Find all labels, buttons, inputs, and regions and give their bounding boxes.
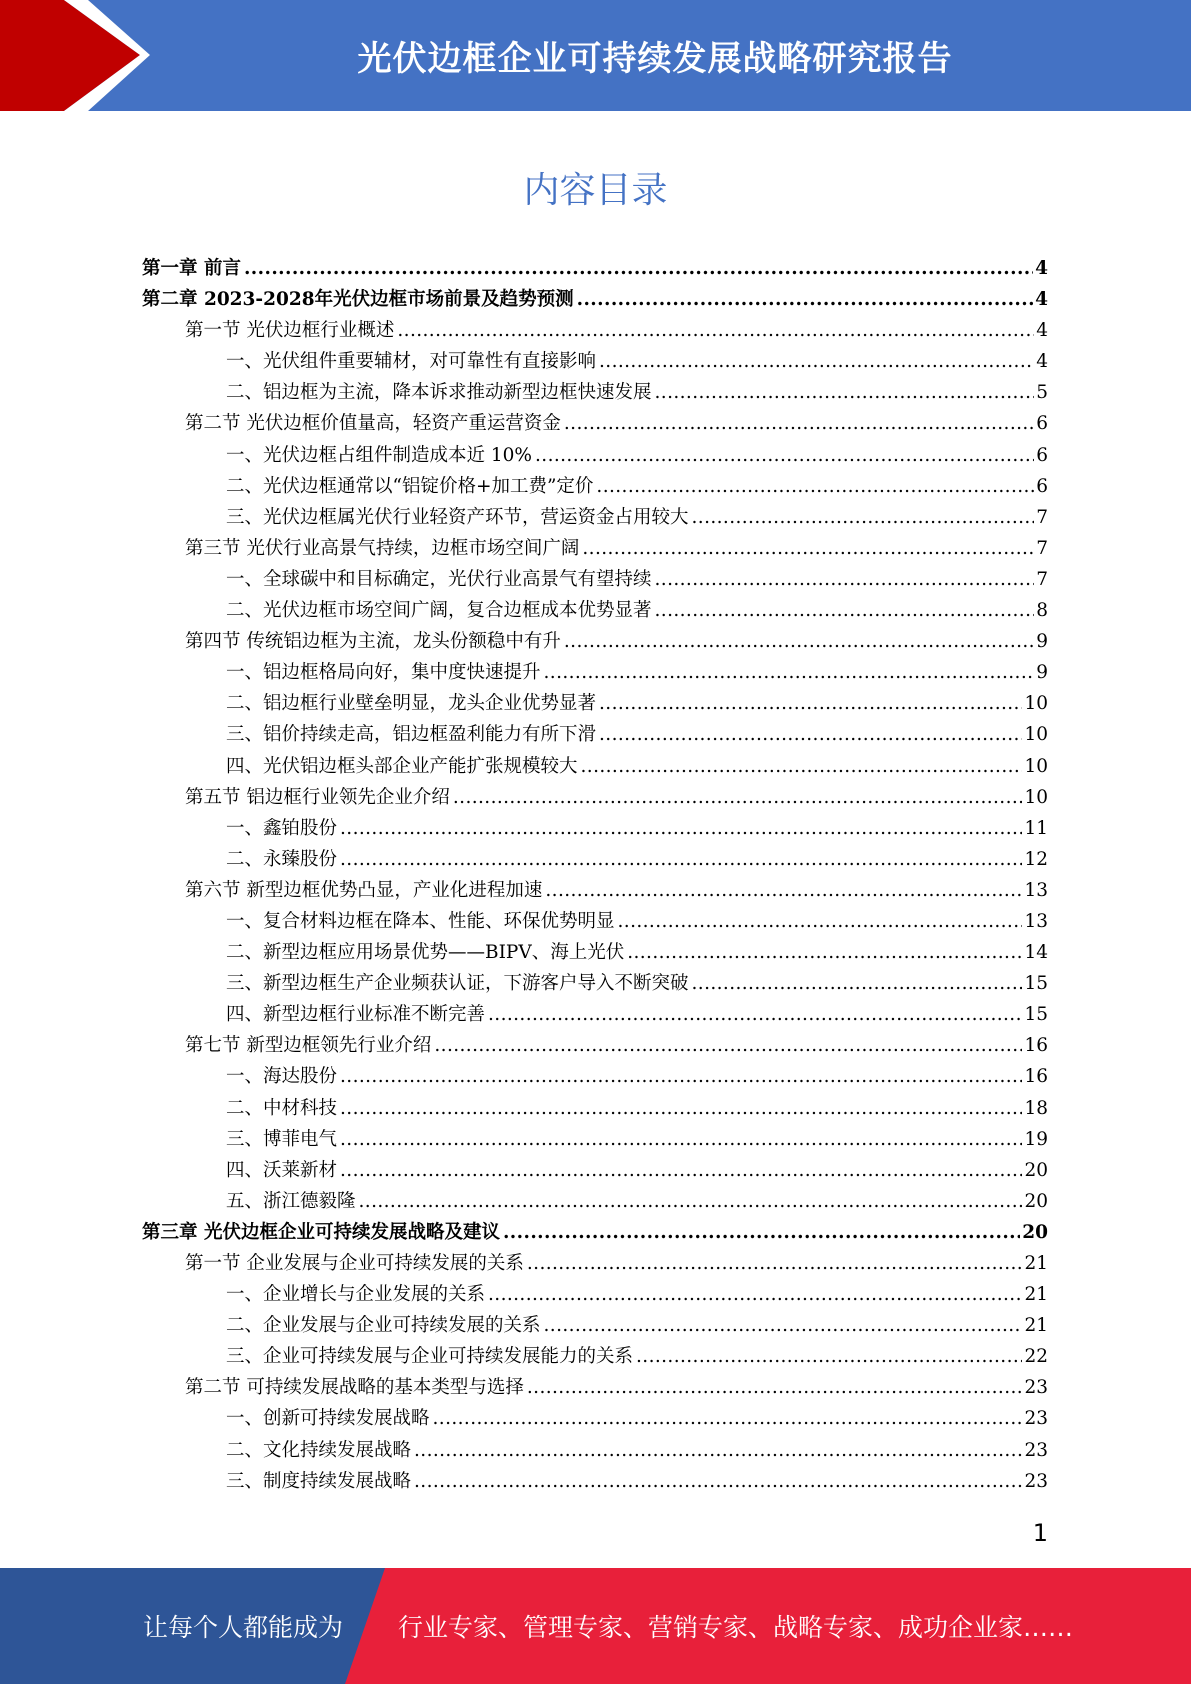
page-number: 1: [1032, 1519, 1048, 1547]
page-header: [0, 0, 1191, 111]
toc-subsection-entry[interactable]: [142, 377, 1048, 408]
toc-subsection-entry[interactable]: [142, 968, 1048, 999]
toc-dot-leader: [453, 782, 1023, 813]
toc-entry-page: 13: [1024, 879, 1048, 901]
toc-dot-leader: [596, 471, 1034, 502]
toc-entry-page: 23: [1024, 1408, 1048, 1430]
toc-entry-page: 21: [1024, 1315, 1048, 1337]
toc-entry-page: 10: [1024, 724, 1048, 746]
footer-slogan-right: 行业专家、管理专家、营销专家、战略专家、成功企业家……: [398, 1613, 1074, 1642]
toc-entry-page: 21: [1024, 1253, 1048, 1274]
toc-entry-label: 四、沃莱新材: [226, 1159, 338, 1181]
toc-entry-page: 10: [1024, 755, 1048, 777]
toc-subsection-entry[interactable]: [142, 719, 1048, 750]
toc-dot-leader: [582, 533, 1034, 564]
page-footer: [0, 1568, 1191, 1684]
toc-dot-leader: [655, 377, 1035, 408]
toc-entry-label: 三、铝价持续走高，铝边框盈利能力有所下滑: [226, 724, 597, 746]
toc-entry-label: 一、复合材料边框在降本、性能、环保优势明显: [226, 910, 615, 932]
toc-entry-label: 第四节 传统铝边框为主流，龙头份额稳中有升: [185, 631, 561, 653]
toc-subsection-entry[interactable]: [142, 1310, 1048, 1341]
toc-entry-page: 20: [1024, 1159, 1048, 1181]
toc-dot-leader: [564, 626, 1034, 657]
toc-entry-label: 三、博菲电气: [226, 1128, 338, 1150]
toc-dot-leader: [599, 346, 1034, 377]
toc-subsection-entry[interactable]: [142, 1403, 1048, 1434]
toc-entry-page: 22: [1024, 1346, 1048, 1368]
toc-entry-label: 四、光伏铝边框头部企业产能扩张规模较大: [226, 755, 578, 777]
toc-entry-label: 三、制度持续发展战略: [226, 1470, 412, 1492]
toc-dot-leader: [564, 408, 1034, 439]
toc-subsection-entry[interactable]: [142, 564, 1048, 595]
toc-entry-label: 第六节 新型边框优势凸显，产业化进程加速: [185, 879, 543, 901]
toc-entry-label: 第二节 可持续发展战略的基本类型与选择: [185, 1377, 524, 1399]
toc-section-entry[interactable]: [142, 1372, 1048, 1403]
toc-dot-leader: [545, 875, 1022, 906]
toc-entry-label: 三、企业可持续发展与企业可持续发展能力的关系: [226, 1346, 634, 1368]
toc-entry-label: 第二节 光伏边框价值量高，轻资产重运营资金: [185, 413, 561, 435]
toc-entry-label: 二、铝边框行业壁垒明显，龙头企业优势显著: [226, 693, 597, 715]
toc-subsection-entry[interactable]: [142, 1435, 1048, 1466]
toc-entry-page: 15: [1024, 1004, 1048, 1026]
toc-entry-label: 一、光伏边框占组件制造成本近 10%: [226, 444, 533, 466]
toc-entry-page: 10: [1024, 786, 1048, 808]
toc-subsection-entry[interactable]: [142, 346, 1048, 377]
toc-entry-label: 第三节 光伏行业高景气持续，边框市场空间广阔: [185, 537, 580, 559]
toc-dot-leader: [627, 937, 1022, 968]
toc-dot-leader: [636, 1341, 1022, 1372]
toc-dot-leader: [340, 1061, 1022, 1092]
toc-entry-page: 7: [1036, 568, 1048, 590]
toc-subsection-entry[interactable]: [142, 440, 1048, 471]
toc-entry-page: 7: [1036, 537, 1048, 559]
toc-entry-page: 16: [1024, 1035, 1048, 1057]
toc-dot-leader: [340, 844, 1022, 875]
toc-entry-page: 21: [1024, 1284, 1048, 1306]
toc-subsection-entry[interactable]: [142, 502, 1048, 533]
toc-subsection-entry[interactable]: [142, 688, 1048, 719]
toc-section-entry[interactable]: [142, 875, 1048, 906]
toc-subsection-entry[interactable]: [142, 1279, 1048, 1310]
toc-entry-label: 二、铝边框为主流，降本诉求推动新型边框快速发展: [226, 382, 652, 404]
toc-entry-label: 第一章 前言: [142, 258, 241, 279]
toc-chapter-entry[interactable]: [142, 1217, 1048, 1248]
toc-dot-leader: [692, 502, 1035, 533]
toc-subsection-entry[interactable]: [142, 937, 1048, 968]
toc-entry-label: 四、新型边框行业标准不断完善: [226, 1004, 486, 1026]
toc-dot-leader: [397, 315, 1034, 346]
toc-subsection-entry[interactable]: [142, 999, 1048, 1030]
toc-entry-label: 一、鑫铂股份: [226, 817, 338, 839]
toc-entry-label: 第一节 企业发展与企业可持续发展的关系: [185, 1253, 524, 1274]
toc-entry-page: 4: [1036, 351, 1048, 373]
toc-entry-page: 19: [1024, 1128, 1048, 1150]
toc-entry-page: 16: [1024, 1066, 1048, 1088]
toc-dot-leader: [414, 1466, 1022, 1497]
toc-dot-leader: [527, 1372, 1023, 1403]
toc-heading: 内容目录: [523, 170, 668, 211]
toc-entry-page: 9: [1036, 662, 1048, 684]
toc-dot-leader: [244, 253, 1033, 284]
toc-entry-label: 一、创新可持续发展战略: [226, 1408, 430, 1430]
toc-entry-label: 二、光伏边框市场空间广阔，复合边框成本优势显著: [226, 600, 652, 622]
toc-entry-label: 二、文化持续发展战略: [226, 1439, 412, 1461]
toc-entry-page: 5: [1036, 382, 1048, 404]
toc-dot-leader: [535, 440, 1034, 471]
toc-subsection-entry[interactable]: [142, 844, 1048, 875]
toc-dot-leader: [340, 813, 1022, 844]
toc-entry-page: 13: [1024, 910, 1048, 932]
toc-dot-leader: [655, 595, 1035, 626]
report-title: 光伏边框企业可持续发展战略研究报告: [357, 39, 953, 79]
toc-section-entry[interactable]: [142, 533, 1048, 564]
toc-dot-leader: [544, 1310, 1023, 1341]
toc-dot-leader: [599, 719, 1022, 750]
toc-dot-leader: [599, 688, 1022, 719]
toc-dot-leader: [544, 657, 1035, 688]
toc-entry-label: 一、光伏组件重要辅材，对可靠性有直接影响: [226, 351, 597, 373]
toc-entry-page: 12: [1024, 848, 1048, 870]
toc-entry-page: 6: [1036, 444, 1048, 466]
toc-entry-label: 三、新型边框生产企业频获认证，下游客户导入不断突破: [226, 973, 689, 995]
toc-entry-label: 三、光伏边框属光伏行业轻资产环节，营运资金占用较大: [226, 506, 689, 528]
toc-subsection-entry[interactable]: [142, 1466, 1048, 1497]
toc-entry-label: 一、全球碳中和目标确定，光伏行业高景气有望持续: [226, 568, 652, 590]
toc-entry-page: 8: [1036, 600, 1048, 622]
toc-subsection-entry[interactable]: [142, 1186, 1048, 1217]
toc-dot-leader: [577, 284, 1034, 315]
toc-dot-leader: [488, 1279, 1022, 1310]
toc-subsection-entry[interactable]: [142, 813, 1048, 844]
toc-dot-leader: [527, 1248, 1023, 1279]
toc-dot-leader: [655, 564, 1035, 595]
toc-entry-label: 一、海达股份: [226, 1066, 338, 1088]
toc-entry-label: 第七节 新型边框领先行业介绍: [185, 1035, 432, 1057]
toc-entry-page: 23: [1024, 1470, 1048, 1492]
toc-entry-label: 五、浙江德毅隆: [226, 1190, 356, 1212]
toc-section-entry[interactable]: [142, 782, 1048, 813]
toc-entry-page: 6: [1036, 413, 1048, 435]
toc-entry-page: 11: [1024, 817, 1048, 839]
toc-entry-page: 18: [1024, 1097, 1048, 1119]
toc-dot-leader: [488, 999, 1022, 1030]
table-of-contents: [142, 253, 1048, 1497]
toc-subsection-entry[interactable]: [142, 595, 1048, 626]
toc-dot-leader: [359, 1186, 1023, 1217]
toc-dot-leader: [692, 968, 1023, 999]
toc-entry-page: 4: [1035, 258, 1048, 279]
toc-dot-leader: [340, 1093, 1022, 1124]
toc-entry-page: 20: [1022, 1221, 1048, 1243]
toc-entry-label: 二、企业发展与企业可持续发展的关系: [226, 1315, 541, 1337]
toc-entry-label: 第二章 2023-2028年光伏边框市场前景及趋势预测: [142, 289, 574, 311]
toc-dot-leader: [433, 1403, 1023, 1434]
footer-slogan-left: 让每个人都能成为: [143, 1613, 344, 1642]
toc-entry-label: 二、新型边框应用场景优势——BIPV、海上光伏: [226, 942, 625, 964]
toc-entry-page: 6: [1036, 475, 1048, 497]
toc-entry-page: 4: [1035, 289, 1048, 311]
toc-dot-leader: [581, 751, 1023, 782]
toc-dot-leader: [434, 1030, 1022, 1061]
toc-entry-page: 10: [1024, 693, 1048, 715]
toc-section-entry[interactable]: [142, 1248, 1048, 1279]
toc-dot-leader: [340, 1124, 1022, 1155]
toc-entry-page: 20: [1024, 1190, 1048, 1212]
toc-dot-leader: [340, 1155, 1022, 1186]
toc-subsection-entry[interactable]: [142, 471, 1048, 502]
toc-entry-label: 第五节 铝边框行业领先企业介绍: [185, 786, 450, 808]
toc-subsection-entry[interactable]: [142, 1093, 1048, 1124]
toc-entry-label: 第一节 光伏边框行业概述: [185, 320, 395, 342]
toc-chapter-entry[interactable]: [142, 284, 1048, 315]
toc-section-entry[interactable]: [142, 315, 1048, 346]
toc-section-entry[interactable]: [142, 626, 1048, 657]
toc-entry-page: 9: [1036, 631, 1048, 653]
toc-entry-label: 二、光伏边框通常以“铝锭价格+加工费”定价: [226, 475, 594, 497]
toc-entry-page: 14: [1024, 942, 1048, 964]
toc-dot-leader: [618, 906, 1023, 937]
toc-entry-label: 一、铝边框格局向好，集中度快速提升: [226, 662, 541, 684]
toc-subsection-entry[interactable]: [142, 1341, 1048, 1372]
toc-entry-page: 4: [1036, 320, 1048, 342]
toc-dot-leader: [414, 1435, 1022, 1466]
toc-subsection-entry[interactable]: [142, 751, 1048, 782]
toc-section-entry[interactable]: [142, 1030, 1048, 1061]
toc-entry-label: 二、中材科技: [226, 1097, 338, 1119]
toc-subsection-entry[interactable]: [142, 1061, 1048, 1092]
toc-entry-label: 第三章 光伏边框企业可持续发展战略及建议: [142, 1221, 500, 1243]
toc-dot-leader: [503, 1217, 1020, 1248]
toc-entry-page: 23: [1024, 1439, 1048, 1461]
toc-entry-label: 二、永臻股份: [226, 848, 338, 870]
toc-subsection-entry[interactable]: [142, 657, 1048, 688]
toc-subsection-entry[interactable]: [142, 906, 1048, 937]
toc-entry-label: 一、企业增长与企业发展的关系: [226, 1284, 486, 1306]
toc-subsection-entry[interactable]: [142, 1155, 1048, 1186]
toc-entry-page: 7: [1036, 506, 1048, 528]
toc-section-entry[interactable]: [142, 408, 1048, 439]
toc-chapter-entry[interactable]: [142, 253, 1048, 284]
toc-entry-page: 15: [1024, 973, 1048, 995]
toc-subsection-entry[interactable]: [142, 1124, 1048, 1155]
toc-entry-page: 23: [1024, 1377, 1048, 1399]
